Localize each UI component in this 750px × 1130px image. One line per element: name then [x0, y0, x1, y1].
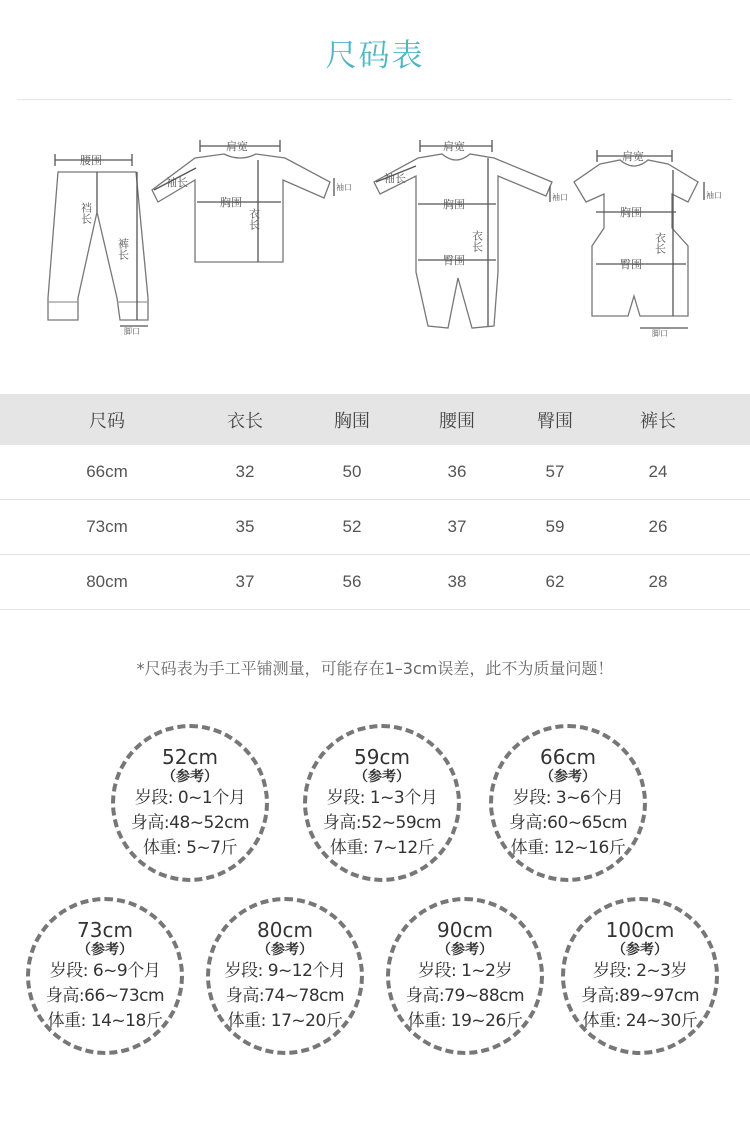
card-weight: 体重: 19~26斤: [407, 1010, 523, 1031]
romper-length-label: 衣长: [470, 230, 484, 252]
long-sleeve-top-diagram: [152, 140, 334, 262]
card-height: 身高:74~78cm: [225, 985, 345, 1006]
table-cell: 26: [648, 517, 668, 536]
card-height: 身高:52~59cm: [322, 812, 442, 833]
card-age: 岁段: 1~2岁: [417, 960, 512, 981]
card-weight: 体重: 7~12斤: [329, 837, 435, 858]
table-cell: 73cm: [86, 517, 128, 536]
top-length-label: 衣长: [247, 208, 261, 230]
top-sleeve-label: 袖长: [166, 176, 188, 189]
table-row: [0, 555, 750, 610]
card-size: 80cm: [257, 917, 313, 942]
card-age: 岁段: 2~3岁: [592, 960, 687, 981]
top-chest-label: 胸围: [220, 196, 242, 209]
card-height: 身高:66~73cm: [45, 985, 165, 1006]
card-weight: 体重: 12~16斤: [510, 837, 626, 858]
short-romper-cuff-label: 袖口: [706, 191, 722, 200]
short-romper-shoulder-label: 肩宽: [622, 150, 644, 163]
short-sleeve-romper-diagram: [574, 150, 704, 328]
card-size: 100cm: [605, 917, 675, 942]
table-header: [0, 394, 750, 445]
table-row: [0, 445, 750, 500]
card-size: 52cm: [162, 744, 218, 769]
header-length: 衣长: [227, 410, 263, 432]
long-sleeve-romper-diagram: [374, 140, 552, 328]
header-waist: 腰围: [439, 410, 475, 432]
table-cell: 66cm: [86, 462, 128, 481]
table-cell: 32: [235, 462, 255, 481]
card-size: 66cm: [540, 744, 596, 769]
romper-cuff-label: 袖口: [552, 193, 568, 202]
pants-waist-label: 腰围: [80, 154, 102, 167]
table-cell: 56: [342, 572, 362, 591]
reference-card-100cm: [561, 897, 719, 1055]
card-height: 身高:89~97cm: [580, 985, 700, 1006]
page-title: 尺码表: [325, 38, 425, 74]
table-cell: 38: [447, 572, 467, 591]
card-weight: 体重: 14~18斤: [47, 1010, 163, 1031]
reference-card-59cm: [303, 724, 461, 882]
card-age: 岁段: 1~3个月: [326, 787, 438, 808]
header-pants-length: 裤长: [640, 410, 676, 432]
romper-sleeve-label: 袖长: [384, 172, 406, 185]
card-size: 73cm: [77, 917, 133, 942]
size-table: [0, 394, 750, 610]
card-height: 身高:60~65cm: [508, 812, 628, 833]
table-cell: 50: [342, 462, 362, 481]
header-size: 尺码: [89, 410, 125, 432]
table-cell: 24: [648, 462, 668, 481]
card-size: 59cm: [354, 744, 410, 769]
reference-card-73cm: [26, 897, 184, 1055]
card-size: 90cm: [437, 917, 493, 942]
reference-card-66cm: [489, 724, 647, 882]
top-cuff-label: 袖口: [336, 183, 352, 192]
table-cell: 62: [545, 572, 565, 591]
short-romper-leg-label: 脚口: [652, 329, 668, 338]
short-romper-length-label: 衣长: [653, 232, 667, 254]
card-ref: （参考）: [257, 941, 313, 958]
card-ref: （参考）: [77, 941, 133, 958]
card-weight: 体重: 5~7斤: [142, 837, 237, 858]
table-cell: 57: [545, 462, 565, 481]
table-cell: 37: [447, 517, 467, 536]
card-height: 身高:48~52cm: [130, 812, 250, 833]
card-ref: （参考）: [612, 941, 668, 958]
pants-leg-opening-label: 脚口: [124, 327, 140, 336]
table-cell: 35: [235, 517, 255, 536]
reference-card-52cm: [111, 724, 269, 882]
measurement-note: *尺码表为手工平铺测量，可能存在1–3cm误差，此不为质量问题！: [136, 659, 614, 678]
card-age: 岁段: 0~1个月: [134, 787, 246, 808]
card-ref: （参考）: [540, 768, 596, 785]
measurement-diagrams: [0, 120, 750, 350]
top-shoulder-label: 肩宽: [226, 140, 248, 153]
table-cell: 36: [447, 462, 467, 481]
card-age: 岁段: 6~9个月: [49, 960, 161, 981]
pants-diagram: [48, 154, 148, 326]
title-divider: [17, 99, 733, 100]
reference-card-90cm: [386, 897, 544, 1055]
short-romper-hip-label: 臀围: [620, 258, 642, 271]
romper-hip-label: 臀围: [443, 254, 465, 267]
card-age: 岁段: 3~6个月: [512, 787, 624, 808]
header-hip: 臀围: [537, 410, 573, 432]
card-weight: 体重: 24~30斤: [582, 1010, 698, 1031]
pants-length-label: 裤长: [116, 238, 130, 260]
card-weight: 体重: 17~20斤: [227, 1010, 343, 1031]
table-cell: 52: [342, 517, 362, 536]
reference-card-80cm: [206, 897, 364, 1055]
card-height: 身高:79~88cm: [405, 985, 525, 1006]
romper-chest-label: 胸围: [443, 198, 465, 211]
card-ref: （参考）: [437, 941, 493, 958]
table-row: [0, 500, 750, 555]
header-chest: 胸围: [334, 410, 370, 432]
card-ref: （参考）: [354, 768, 410, 785]
table-cell: 37: [235, 572, 255, 591]
card-ref: （参考）: [162, 768, 218, 785]
short-romper-chest-label: 胸围: [620, 206, 642, 219]
romper-shoulder-label: 肩宽: [443, 140, 465, 153]
pants-crotch-label: 裆长: [79, 202, 93, 224]
table-cell: 28: [648, 572, 668, 591]
table-cell: 80cm: [86, 572, 128, 591]
card-age: 岁段: 9~12个月: [224, 960, 346, 981]
table-cell: 59: [545, 517, 565, 536]
